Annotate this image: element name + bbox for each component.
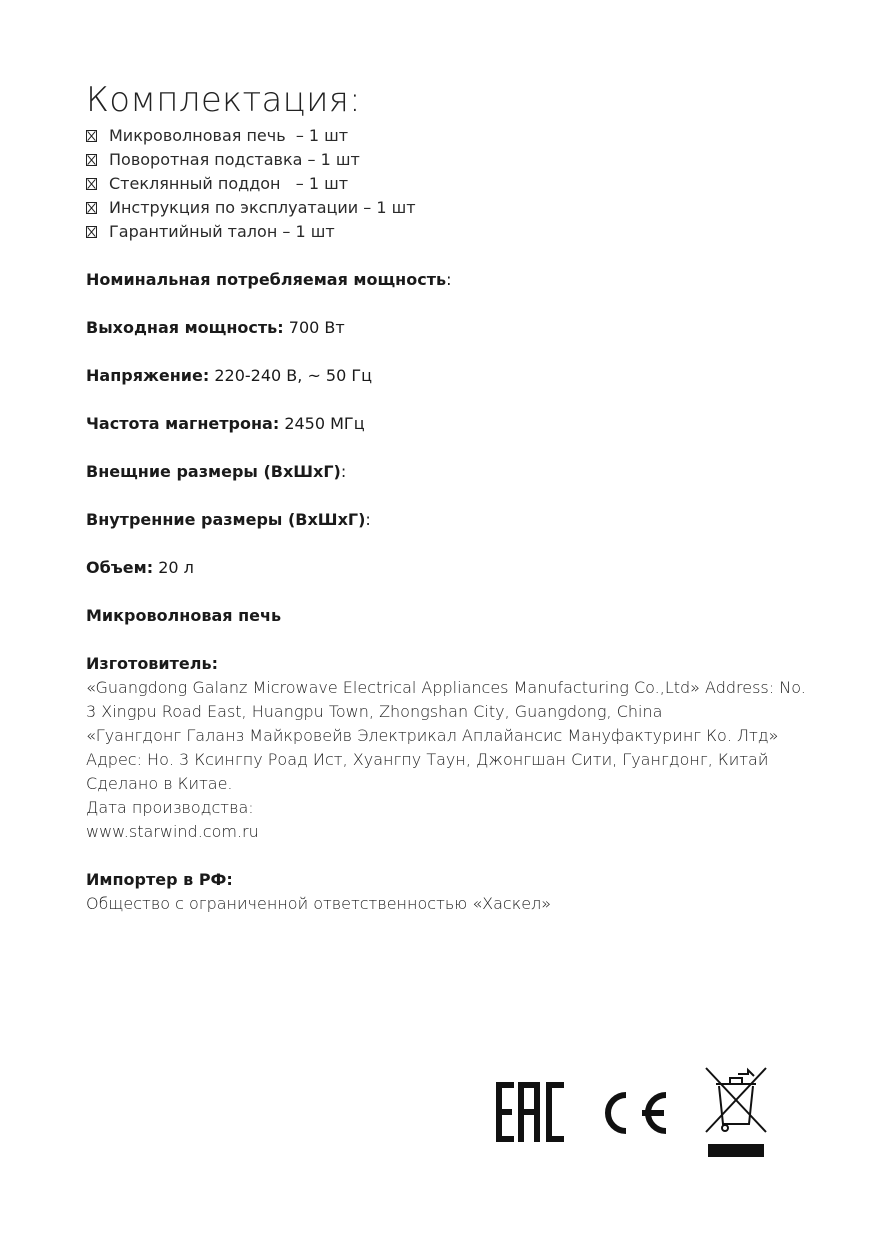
document-body [86,78,846,916]
spec-label: Внутренние размеры (ВхШхГ) [86,510,366,529]
spec-label: Объем: [86,558,154,577]
spec-value: : [446,270,452,289]
manufacturer-line: Дата производства: [86,798,254,817]
list-item-text: Гарантийный талон – 1 шт [109,222,335,241]
list-item [86,124,846,148]
list-item-text: Микроволновая печь – 1 шт [109,126,349,145]
manufacturer-line: Сделано в Китае. [86,774,233,793]
manufacturer-line: 3 Xingpu Road East, Huangpu Town, Zhongshan City, Guangdong, China [86,702,663,721]
page-title: Комплектация: [86,80,361,120]
spec-value: : [340,462,347,481]
checkbox-icon [86,202,97,214]
list-item-text: Поворотная подставка – 1 шт [109,150,360,169]
importer-line: Общество с ограниченной ответственностью «Хаскел» [86,894,552,913]
manufacturer-line: www.starwind.com.ru [86,822,259,841]
list-item [86,196,846,220]
manufacturer-line: «Guangdong Galanz Microwave Electrical Appliances Manufacturing Co.,Ltd» Address: No. [86,678,806,697]
spec-power-consumption [86,268,846,292]
spec-value: 20 л [153,558,194,577]
checkbox-icon [86,130,97,142]
spec-label: Напряжение: [86,366,210,385]
spec-output-power [86,316,846,340]
product-name: Микроволновая печь [86,606,282,625]
spec-outer-dimensions [86,460,846,484]
spec-label: Номинальная потребляемая мощность [86,270,447,289]
spec-value: 220-240 В, ~ 50 Гц [209,366,373,385]
manufacturer-label: Изготовитель: [86,654,218,673]
checkbox-icon [86,226,97,238]
spec-label: Выходная мощность: [86,318,284,337]
importer-label: Импортер в РФ: [86,870,233,889]
list-item [86,148,846,172]
spec-inner-dimensions [86,508,846,532]
list-item-text: Инструкция по эксплуатации – 1 шт [109,198,416,217]
spec-voltage [86,364,846,388]
spec-volume [86,556,846,580]
list-item [86,220,846,244]
spec-label: Внещние размеры (ВхШхГ) [86,462,341,481]
ce-icon [594,1090,670,1136]
spec-value: 2450 МГц [279,414,365,433]
manufacturer-line: Адрес: Но. 3 Ксингпу Роад Ист, Хуангпу Таун, Джонгшан Сити, Гуангдонг, Китай [86,750,769,769]
checkbox-icon [86,178,97,190]
checkbox-icon [86,154,97,166]
certification-marks [494,1062,774,1162]
package-list [86,124,846,244]
eac-icon [494,1082,566,1142]
manufacturer-line: «Гуангдонг Галанз Майкровейв Электрикал Аплайансис Мануфактуринг Ко. Лтд» [86,726,779,745]
spec-value: : [365,510,371,529]
spec-magnetron-frequency [86,412,846,436]
spec-label: Частота магнетрона: [86,414,280,433]
spec-value: 700 Вт [283,318,345,337]
list-item [86,172,846,196]
weee-bin-icon [702,1062,770,1160]
list-item-text: Стеклянный поддон – 1 шт [109,174,349,193]
